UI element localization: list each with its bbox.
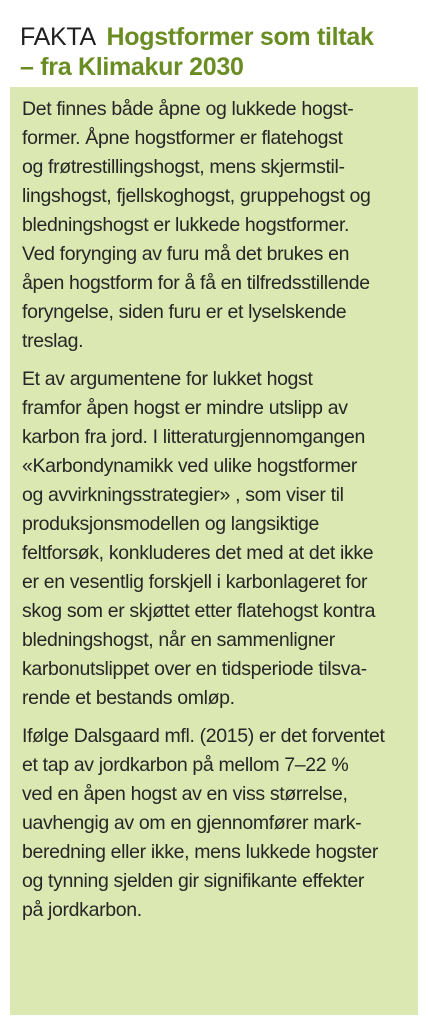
paragraph-line: Det finnes både åpne og lukkede hogst- bbox=[22, 98, 354, 120]
header-line-1 bbox=[20, 22, 410, 52]
fact-label: FAKTA bbox=[20, 23, 96, 51]
paragraph-line: er en vesentlig forskjell i karbonlageret for bbox=[22, 571, 368, 593]
paragraph-line: feltforsøk, konkluderes det med at det ikke bbox=[22, 542, 374, 564]
fact-title-line-1: Hogstformer som tiltak bbox=[106, 23, 374, 51]
paragraph-line: bledningshogst, når en sammenligner bbox=[22, 629, 335, 651]
fact-box-panel bbox=[10, 87, 418, 1015]
paragraph-line: og frøtrestillingshogst, mens skjermstil- bbox=[22, 156, 345, 178]
body-paragraph-1 bbox=[22, 95, 412, 356]
fact-box-body bbox=[22, 95, 412, 925]
paragraph-line: lingshogst, fjellskoghogst, gruppehogst og bbox=[22, 185, 371, 207]
fact-title-line-2: – fra Klimakur 2030 bbox=[20, 53, 244, 81]
paragraph-line: bledningshogst er lukkede hogstformer. bbox=[22, 214, 350, 236]
paragraph-line: produksjonsmodellen og langsiktige bbox=[22, 513, 320, 535]
paragraph-line: former. Åpne hogstformer er flatehogst bbox=[22, 127, 343, 149]
paragraph-line: framfor åpen hogst er mindre utslipp av bbox=[22, 397, 348, 419]
paragraph-line: karbon fra jord. I litteraturgjennomgangen bbox=[22, 426, 366, 448]
paragraph-line: rende et bestands omløp. bbox=[22, 687, 235, 709]
paragraph-line: og tynning sjelden gir signifikante effekter bbox=[22, 870, 364, 892]
paragraph-line: Ifølge Dalsgaard mfl. (2015) er det forventet bbox=[22, 725, 385, 747]
paragraph-line: på jordkarbon. bbox=[22, 899, 142, 921]
paragraph-line: Et av argumentene for lukket hogst bbox=[22, 368, 313, 390]
paragraph-line: uavhengig av om en gjennomfører mark- bbox=[22, 812, 362, 834]
paragraph-line: et tap av jordkarbon på mellom 7–22 % bbox=[22, 754, 349, 776]
paragraph-line: Ved forynging av furu må det brukes en bbox=[22, 243, 350, 265]
header-line-2 bbox=[20, 52, 410, 82]
body-paragraph-2 bbox=[22, 365, 412, 713]
paragraph-line: ved en åpen hogst av en viss størrelse, bbox=[22, 783, 348, 805]
paragraph-line: karbonutslippet over en tidsperiode tilsva- bbox=[22, 658, 367, 680]
paragraph-line: «Karbondynamikk ved ulike hogstformer bbox=[22, 455, 357, 477]
paragraph-line: åpen hogstform for å få en tilfredsstillende bbox=[22, 272, 370, 294]
paragraph-line: foryngelse, siden furu er et lyselskende bbox=[22, 301, 347, 323]
fact-box-header bbox=[20, 22, 410, 82]
paragraph-line: treslag. bbox=[22, 330, 84, 352]
body-paragraph-3 bbox=[22, 722, 412, 925]
paragraph-line: beredning eller ikke, mens lukkede hogster bbox=[22, 841, 379, 863]
paragraph-line: skog som er skjøttet etter flatehogst kontra bbox=[22, 600, 376, 622]
paragraph-line: og avvirkningsstrategier» , som viser til bbox=[22, 484, 344, 506]
